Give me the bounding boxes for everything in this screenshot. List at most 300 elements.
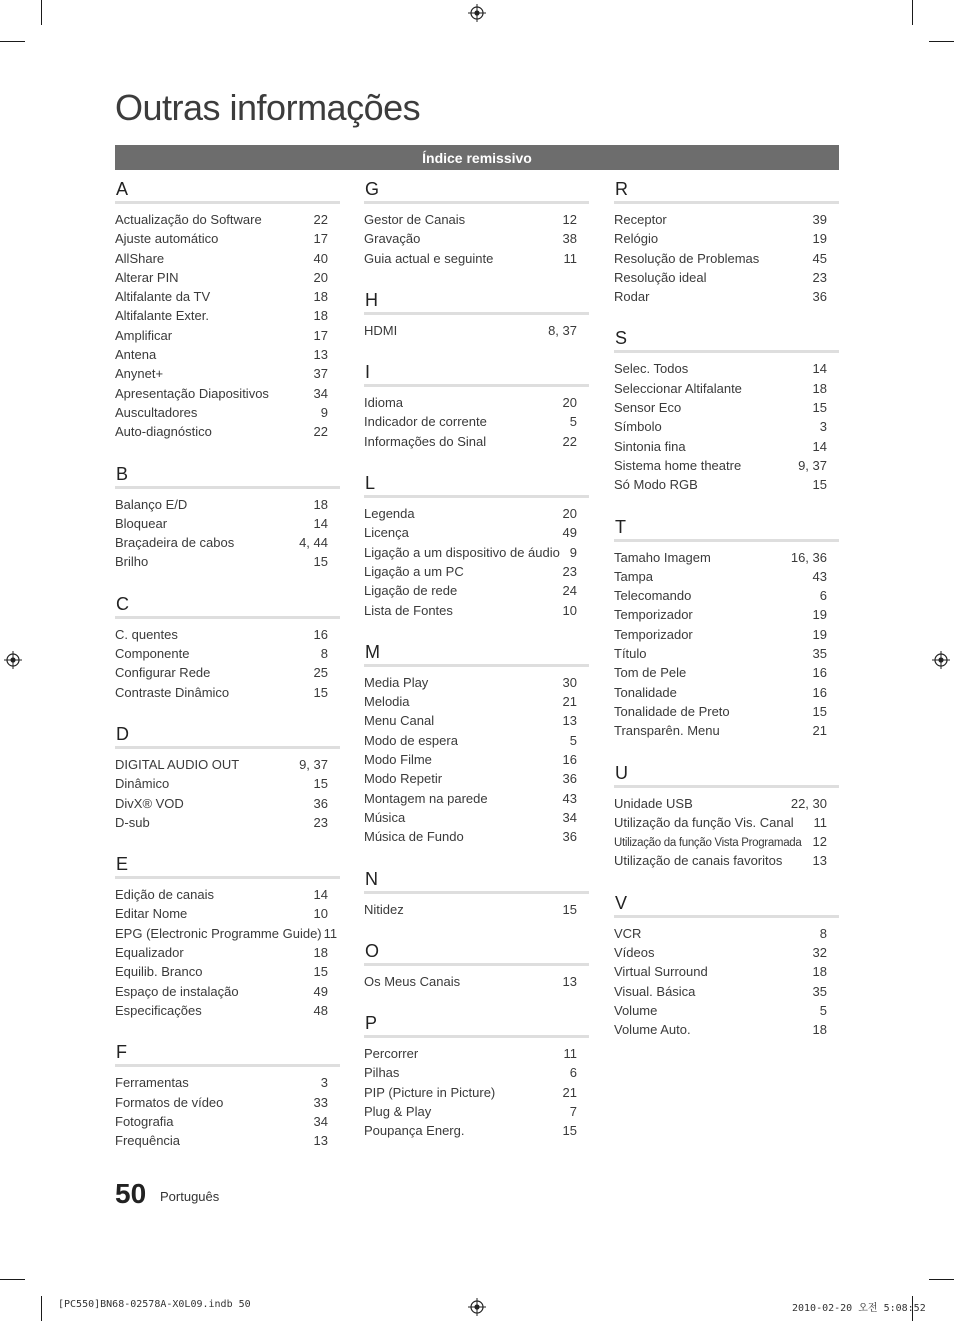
entry-term: Os Meus Canais	[364, 973, 461, 989]
index-entry	[115, 904, 340, 923]
entry-term: Vídeos	[614, 945, 655, 961]
index-entry	[115, 774, 340, 793]
entry-term: Idioma	[364, 395, 404, 411]
entry-list	[115, 204, 340, 442]
entry-term: Informações do Sinal	[364, 433, 487, 449]
entry-pages: 8	[819, 925, 827, 941]
entry-pages: 21	[562, 694, 577, 710]
index-entry	[364, 412, 589, 431]
index-section	[364, 289, 589, 340]
index-section	[115, 853, 340, 1020]
entry-pages: 14	[313, 887, 328, 903]
entry-pages: 35	[812, 646, 827, 662]
entry-term: Contraste Dinâmico	[115, 684, 230, 700]
index-entry	[364, 750, 589, 769]
entry-pages: 23	[812, 269, 827, 285]
entry-term: Altifalante da TV	[115, 289, 211, 305]
entry-pages: 15	[812, 400, 827, 416]
entry-term: Visual. Básica	[614, 983, 696, 999]
section-letter: M	[364, 641, 589, 667]
index-entry	[115, 422, 340, 441]
index-entry	[364, 808, 589, 827]
entry-pages: 34	[562, 809, 577, 825]
entry-pages: 5	[569, 732, 577, 748]
entry-term: Gestor de Canais	[364, 212, 466, 227]
index-section	[364, 178, 589, 268]
entry-term: Sintonia fina	[614, 438, 686, 454]
entry-term: Auto-diagnóstico	[115, 424, 212, 440]
section-letter: C	[115, 593, 340, 619]
index-entry	[115, 229, 340, 248]
entry-term: Equalizador	[115, 945, 184, 961]
entry-list	[364, 966, 589, 991]
entry-term: VCR	[614, 925, 642, 941]
entry-pages: 39	[812, 212, 827, 227]
section-letter: I	[364, 361, 589, 387]
index-entry	[115, 306, 340, 325]
section-letter: G	[364, 178, 589, 204]
index-section	[614, 762, 839, 871]
entry-term: Brilho	[115, 554, 149, 570]
entry-term: Transparên. Menu	[614, 723, 720, 739]
entry-term: D-sub	[115, 814, 150, 830]
entry-pages: 18	[313, 945, 328, 961]
entry-list	[364, 1038, 589, 1140]
entry-pages: 14	[812, 361, 827, 377]
entry-pages: 21	[562, 1084, 577, 1100]
index-entry	[364, 711, 589, 730]
entry-pages: 37	[313, 366, 328, 382]
section-letter: V	[614, 892, 839, 918]
entry-term: Alterar PIN	[115, 269, 179, 285]
section-letter: U	[614, 762, 839, 788]
index-entry	[115, 287, 340, 306]
index-entry	[614, 1001, 839, 1020]
index-entry	[614, 702, 839, 721]
entry-pages: 6	[569, 1065, 577, 1081]
entry-term: EPG (Electronic Programme Guide)	[115, 925, 322, 941]
entry-term: Volume	[614, 1002, 658, 1018]
entry-pages: 14	[313, 515, 328, 531]
index-entry	[614, 625, 839, 644]
print-footer-date: 2010-02-20 오전 5:08:52	[792, 1303, 926, 1314]
registration-mark-icon	[468, 1298, 486, 1316]
index-entry	[364, 1121, 589, 1140]
entry-list	[614, 788, 839, 871]
index-entry	[614, 210, 839, 229]
entry-pages: 13	[313, 347, 328, 363]
registration-mark-icon	[4, 651, 22, 669]
entry-term: Temporizador	[614, 626, 693, 642]
entry-pages: 15	[562, 901, 577, 917]
index-entry	[364, 432, 589, 451]
index-entry	[614, 982, 839, 1001]
index-section	[115, 463, 340, 572]
index-banner: Índice remissivo	[115, 145, 839, 170]
index-entry	[614, 268, 839, 287]
index-entry	[115, 268, 340, 287]
index-section	[364, 1012, 589, 1140]
index-entry	[115, 249, 340, 268]
entry-pages: 23	[313, 814, 328, 830]
index-entry	[115, 885, 340, 904]
entry-pages: 20	[313, 269, 328, 285]
entry-pages: 33	[313, 1094, 328, 1110]
print-footer-file: [PC550]BN68-02578A-X0L09.indb 50	[58, 1299, 251, 1310]
section-letter: O	[364, 940, 589, 966]
entry-list	[115, 619, 340, 702]
entry-term: Unidade USB	[614, 795, 693, 811]
entry-term: Utilização da função Vis. Canal	[614, 814, 794, 830]
entry-pages: 45	[812, 250, 827, 266]
index-entry	[364, 1044, 589, 1063]
entry-term: Antena	[115, 347, 157, 363]
index-entry	[364, 900, 589, 919]
entry-pages: 18	[812, 1022, 827, 1038]
index-section	[364, 868, 589, 919]
index-entry	[364, 789, 589, 808]
entry-list	[115, 749, 340, 832]
entry-pages: 15	[313, 554, 328, 570]
section-letter: L	[364, 472, 589, 498]
entry-pages: 10	[313, 906, 328, 922]
entry-term: Temporizador	[614, 607, 693, 623]
crop-mark	[0, 41, 25, 42]
entry-term: Selec. Todos	[614, 361, 689, 377]
entry-term: Equilib. Branco	[115, 964, 203, 980]
index-entry	[115, 495, 340, 514]
entry-term: Sistema home theatre	[614, 457, 742, 473]
entry-term: Menu Canal	[364, 713, 435, 729]
entry-pages: 7	[569, 1104, 577, 1120]
index-entry	[115, 514, 340, 533]
entry-term: Ajuste automático	[115, 231, 219, 247]
entry-pages: 49	[313, 983, 328, 999]
index-column	[614, 178, 839, 1061]
page-language: Português	[160, 1189, 220, 1204]
index-entry	[115, 1001, 340, 1020]
registration-mark-icon	[932, 651, 950, 669]
index-entry	[614, 721, 839, 740]
entry-pages: 12	[812, 834, 827, 850]
entry-term: Melodia	[364, 694, 410, 710]
index-section	[115, 593, 340, 702]
entry-term: Ligação a um dispositivo de áudio	[364, 544, 560, 560]
entry-pages: 25	[313, 665, 328, 681]
entry-term: C. quentes	[115, 626, 178, 642]
index-entry	[364, 1063, 589, 1082]
entry-term: Auscultadores	[115, 404, 198, 420]
entry-pages: 23	[562, 563, 577, 579]
entry-pages: 16	[812, 684, 827, 700]
entry-list	[115, 489, 340, 572]
index-entry	[115, 1112, 340, 1131]
index-entry	[364, 581, 589, 600]
entry-pages: 15	[313, 964, 328, 980]
entry-pages: 15	[812, 703, 827, 719]
entry-pages: 11	[563, 1046, 577, 1062]
entry-term: Ligação de rede	[364, 583, 458, 599]
entry-term: Anynet+	[115, 366, 164, 382]
entry-pages: 24	[562, 583, 577, 599]
entry-pages: 17	[313, 327, 328, 343]
index-entry	[115, 625, 340, 644]
entry-term: Tampa	[614, 568, 654, 584]
index-entry	[115, 552, 340, 571]
crop-mark	[41, 0, 42, 25]
entry-list	[364, 204, 589, 268]
entry-pages: 16	[562, 752, 577, 768]
section-letter: D	[115, 723, 340, 749]
entry-term: Frequência	[115, 1133, 181, 1149]
entry-term: Telecomando	[614, 588, 692, 604]
entry-pages: 15	[562, 1123, 577, 1139]
entry-pages: 35	[812, 983, 827, 999]
crop-mark	[0, 1279, 25, 1280]
entry-term: Configurar Rede	[115, 665, 211, 681]
entry-pages: 18	[812, 964, 827, 980]
entry-term: AllShare	[115, 250, 165, 266]
crop-mark	[929, 1279, 954, 1280]
entry-term: Música de Fundo	[364, 829, 464, 845]
entry-pages: 3	[320, 1075, 328, 1091]
index-section	[115, 723, 340, 832]
index-entry	[614, 249, 839, 268]
entry-pages: 22	[562, 433, 577, 449]
index-entry	[115, 755, 340, 774]
entry-pages: 34	[313, 385, 328, 401]
entry-pages: 22, 30	[790, 795, 827, 811]
entry-pages: 34	[313, 1113, 328, 1129]
entry-pages: 8, 37	[548, 322, 577, 338]
entry-term: HDMI	[364, 322, 398, 338]
entry-term: Percorrer	[364, 1046, 419, 1062]
index-entry	[364, 601, 589, 620]
entry-term: Legenda	[364, 506, 415, 522]
entry-list	[614, 204, 839, 306]
section-letter: A	[115, 178, 340, 204]
index-entry	[115, 683, 340, 702]
index-entry	[364, 523, 589, 542]
entry-term: Balanço E/D	[115, 496, 188, 512]
section-letter: P	[364, 1012, 589, 1038]
crop-mark	[41, 1296, 42, 1321]
index-entry	[115, 364, 340, 383]
index-entry	[364, 562, 589, 581]
entry-pages: 13	[812, 853, 827, 869]
index-entry	[115, 962, 340, 981]
index-entry	[614, 586, 839, 605]
entry-term: Tamaho Imagem	[614, 549, 711, 565]
entry-list	[115, 1067, 340, 1150]
entry-term: Bloquear	[115, 515, 168, 531]
entry-term: Resolução ideal	[614, 269, 707, 285]
index-entry	[614, 475, 839, 494]
index-entry	[115, 533, 340, 552]
entry-pages: 9	[569, 544, 577, 560]
index-entry	[614, 379, 839, 398]
entry-term: Media Play	[364, 674, 429, 690]
entry-pages: 21	[812, 723, 827, 739]
section-letter: R	[614, 178, 839, 204]
entry-term: Gravação	[364, 231, 421, 247]
index-section	[115, 1041, 340, 1150]
index-entry	[614, 813, 839, 832]
index-entry	[614, 794, 839, 813]
index-section	[364, 361, 589, 451]
entry-pages: 15	[313, 684, 328, 700]
index-section	[364, 940, 589, 991]
index-entry	[115, 982, 340, 1001]
index-entry	[115, 644, 340, 663]
entry-pages: 36	[562, 771, 577, 787]
index-entry	[614, 398, 839, 417]
index-entry	[115, 813, 340, 832]
entry-list	[364, 894, 589, 919]
index-entry	[364, 393, 589, 412]
index-section	[364, 641, 589, 847]
entry-term: Virtual Surround	[614, 964, 708, 980]
index-entry	[614, 456, 839, 475]
entry-term: Tonalidade de Preto	[614, 703, 730, 719]
entry-pages: 16	[313, 626, 328, 642]
index-entry	[115, 384, 340, 403]
entry-term: Pilhas	[364, 1065, 400, 1081]
entry-pages: 38	[562, 231, 577, 247]
entry-pages: 5	[819, 1002, 827, 1018]
crop-mark	[929, 41, 954, 42]
index-entry	[364, 673, 589, 692]
index-entry	[364, 543, 589, 562]
entry-term: PIP (Picture in Picture)	[364, 1084, 496, 1100]
entry-term: Especificações	[115, 1002, 202, 1018]
index-entry	[614, 605, 839, 624]
entry-list	[115, 879, 340, 1020]
entry-pages: 3	[819, 419, 827, 435]
index-entry	[115, 1131, 340, 1150]
entry-term: Só Modo RGB	[614, 477, 698, 493]
entry-pages: 5	[569, 414, 577, 430]
entry-pages: 43	[812, 568, 827, 584]
entry-pages: 13	[562, 713, 577, 729]
index-entry	[115, 1093, 340, 1112]
section-letter: B	[115, 463, 340, 489]
index-entry	[115, 943, 340, 962]
entry-term: Plug & Play	[364, 1104, 432, 1120]
index-column	[364, 178, 589, 1162]
section-letter: T	[614, 516, 839, 542]
index-entry	[115, 345, 340, 364]
entry-pages: 18	[313, 289, 328, 305]
entry-pages: 15	[812, 477, 827, 493]
entry-list	[614, 353, 839, 494]
index-entry	[364, 972, 589, 991]
entry-pages: 10	[562, 602, 577, 618]
index-entry	[115, 210, 340, 229]
registration-mark-icon	[468, 4, 486, 22]
index-section	[364, 472, 589, 620]
entry-pages: 13	[562, 973, 577, 989]
entry-pages: 30	[562, 674, 577, 690]
entry-pages: 13	[313, 1133, 328, 1149]
entry-term: Tonalidade	[614, 684, 677, 700]
entry-pages: 22	[313, 424, 328, 440]
entry-list	[614, 918, 839, 1040]
entry-term: Sensor Eco	[614, 400, 682, 416]
entry-term: Utilização da função Vista Programada	[614, 837, 802, 850]
entry-list	[364, 498, 589, 620]
index-entry	[614, 548, 839, 567]
entry-pages: 18	[313, 496, 328, 512]
entry-term: Receptor	[614, 212, 667, 227]
index-entry	[115, 663, 340, 682]
index-section	[614, 327, 839, 494]
entry-pages: 15	[313, 776, 328, 792]
entry-list	[364, 387, 589, 451]
section-letter: S	[614, 327, 839, 353]
entry-term: Componente	[115, 646, 190, 662]
entry-term: Utilização de canais favoritos	[614, 853, 783, 869]
entry-term: Volume Auto.	[614, 1022, 691, 1038]
entry-term: Nitidez	[364, 901, 404, 917]
entry-pages: 11	[813, 814, 827, 830]
entry-pages: 19	[812, 231, 827, 247]
entry-pages: 4, 44	[299, 535, 328, 551]
index-entry	[364, 692, 589, 711]
index-section	[614, 892, 839, 1040]
entry-pages: 9	[320, 404, 328, 420]
entry-term: Título	[614, 646, 647, 662]
index-entry	[614, 683, 839, 702]
index-column	[115, 178, 340, 1171]
entry-pages: 19	[812, 626, 827, 642]
index-entry	[364, 229, 589, 248]
entry-pages: 40	[313, 250, 328, 266]
index-entry	[614, 644, 839, 663]
entry-term: Música	[364, 809, 406, 825]
entry-term: Amplificar	[115, 327, 173, 343]
index-entry	[364, 249, 589, 268]
entry-term: Modo Repetir	[364, 771, 443, 787]
index-entry	[614, 359, 839, 378]
entry-term: Montagem na parede	[364, 790, 488, 806]
entry-term: Dinâmico	[115, 776, 170, 792]
entry-pages: 43	[562, 790, 577, 806]
section-letter: F	[115, 1041, 340, 1067]
entry-term: Rodar	[614, 289, 650, 305]
page-title: Outras informações	[115, 87, 421, 128]
entry-pages: 49	[562, 525, 577, 541]
entry-term: Relógio	[614, 231, 659, 247]
index-entry	[115, 924, 340, 943]
entry-pages: 22	[313, 212, 328, 227]
index-entry	[364, 1102, 589, 1121]
entry-pages: 14	[812, 438, 827, 454]
index-entry	[115, 403, 340, 422]
entry-term: Braçadeira de cabos	[115, 535, 235, 551]
entry-pages: 32	[812, 945, 827, 961]
entry-pages: 16	[812, 665, 827, 681]
entry-term: Modo Filme	[364, 752, 432, 768]
index-entry	[115, 794, 340, 813]
entry-term: Actualização do Software	[115, 212, 262, 227]
entry-term: Lista de Fontes	[364, 602, 453, 618]
index-entry	[614, 437, 839, 456]
entry-term: Edição de canais	[115, 887, 215, 903]
entry-term: Indicador de corrente	[364, 414, 487, 430]
entry-term: Formatos de vídeo	[115, 1094, 224, 1110]
entry-list	[614, 542, 839, 741]
